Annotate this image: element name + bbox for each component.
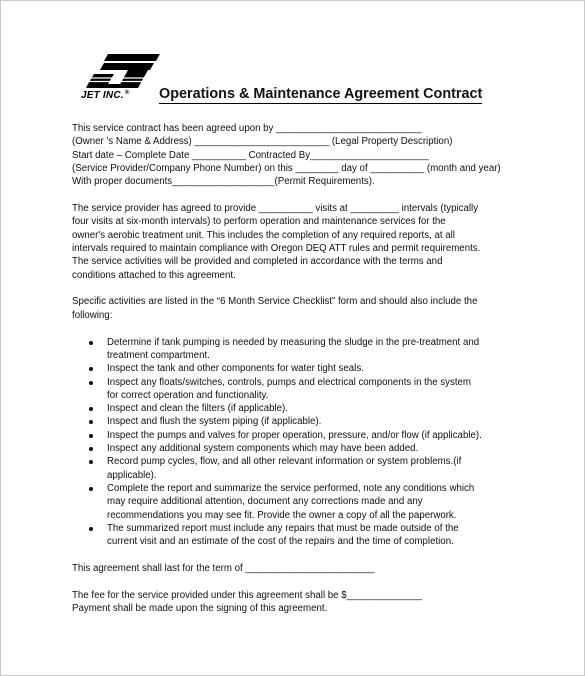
logo-text [81,90,129,101]
company-logo [80,52,162,104]
list-item-line: Inspect any additional system components which may have been added. [107,443,419,455]
document-body [72,122,512,615]
list-item [80,362,512,375]
list-item [80,376,512,403]
list-item-line: Inspect the pumps and valves for proper operation, pressure, and/or flow (if applicable). [107,429,482,441]
bullet-icon [89,447,93,451]
bullet-icon [89,420,93,424]
list-item-line: Inspect the tank and other components for water tight seals. [107,363,364,375]
paragraph-line: following: [72,309,113,321]
paragraph-line: owner's aerobic treatment unit. This includes the completion of any required reports, at all [72,229,455,241]
bullet-icon [89,407,93,411]
term-line: This agreement shall last for the term of ________________________ [72,562,375,574]
paragraph-line: Specific activities are listed in the “6 Month Service Checklist” form and should also include the [72,296,478,308]
service-paragraph [72,202,512,282]
fee-line: The fee for the service provided under this agreement shall be $______________ [72,589,423,601]
list-item [80,442,512,455]
bullet-icon [89,434,93,438]
bullet-icon [89,527,93,531]
paragraph-line: conditions attached to this agreement. [72,269,236,281]
list-item-line: recommendations you may see fit. Provide the owner a copy of all the paperwork. [107,509,457,521]
paragraph-line: four visits at six-month intervals) to perform operation and maintenance services for the [72,216,446,228]
list-item [80,402,512,415]
list-item-line: applicable). [107,469,157,481]
list-item [80,429,512,442]
paragraph-line: intervals required to maintain compliance with Oregon DEQ ATT rules and permit requirements. [72,242,481,254]
header-line: Start date – Complete Date __________ Contracted By______________________ [72,149,429,161]
list-item-line: Complete the report and summarize the service performed, note any conditions which [107,482,475,494]
header-line: (Service Provider/Company Phone Number) on this ________ day of __________ (month and year) [72,162,501,174]
header-fields [72,122,512,188]
list-item [80,336,512,363]
list-item-line: Record pump cycles, flow, and all other relevant information or system problems.(if [107,456,462,468]
list-item [80,522,512,549]
list-item-line: Inspect and flush the system piping (if applicable). [107,416,322,428]
list-item-line: Determine if tank pumping is needed by measuring the sludge in the pre-treatment and [107,336,480,348]
activities-list [80,336,512,549]
list-item [80,415,512,428]
bullet-icon [89,487,93,491]
header-line: This service contract has been agreed upon by ___________________________ [72,123,422,134]
page-title: Operations & Maintenance Agreement Contract [159,86,483,102]
activities-intro [72,295,512,322]
jet-logo-mark-icon [80,52,162,92]
list-item [80,455,512,482]
header-line: (Owner 's Name & Address) _________________________ (Legal Property Description) [72,136,453,148]
list-item-line: treatment compartment. [107,349,210,361]
bullet-icon [89,460,93,464]
list-item-line: The summarized report must include any repairs that must be made outside of the [107,522,459,534]
list-item-line: may require additional attention, document any corrections made and any [107,496,423,508]
payment-line: Payment shall be made upon the signing of this agreement. [72,603,328,615]
bullet-icon [89,367,93,371]
paragraph-line: The service activities will be provided and completed in accordance with the terms and [72,256,443,268]
bullet-icon [89,381,93,385]
paragraph-line: The service provider has agreed to provide __________ visits at _________ intervals (typically [72,203,479,215]
list-item-line: Inspect any floats/switches, controls, pumps and electrical components in the system [107,376,471,388]
logo-wordmark: JET INC. [81,90,124,101]
list-item [80,482,512,522]
header-line: With proper documents___________________(Permit Requirements). [72,176,375,188]
list-item-line: current visit and an estimate of the cost of the repairs and the time of completion. [107,536,454,548]
registered-mark: ® [124,90,130,96]
list-item-line: Inspect and clean the filters (if applicable). [107,403,288,415]
list-item-line: for correct operation and functionality. [107,389,269,401]
bullet-icon [89,341,93,345]
document-header [80,52,500,108]
